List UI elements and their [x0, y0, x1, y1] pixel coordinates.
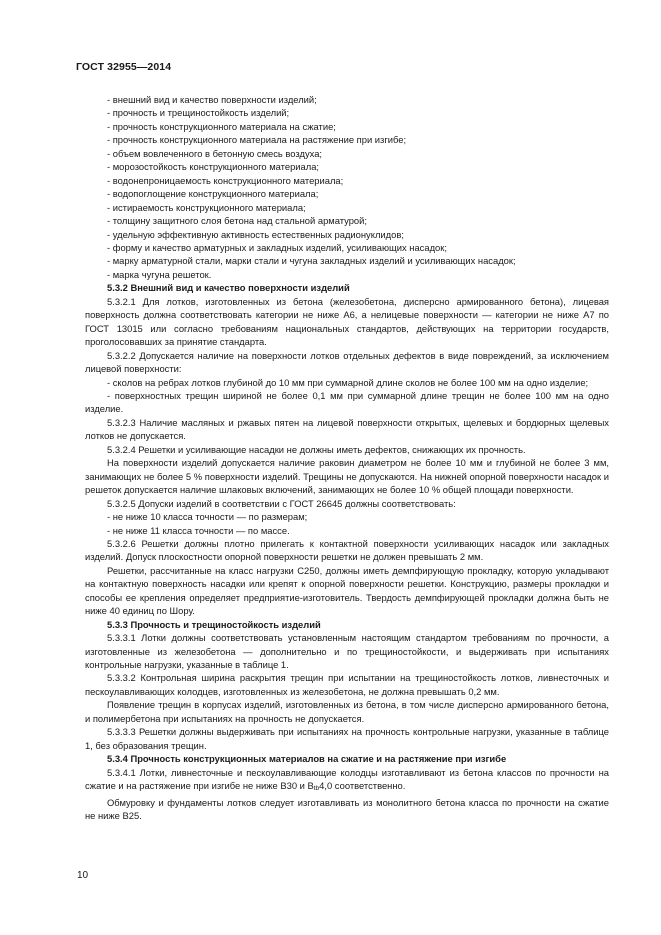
- list-item: - водопоглощение конструкционного материала;: [107, 188, 319, 200]
- list-item: - поверхностных трещин шириной не более 0,1 мм при суммарной длине трещин не более 100 мм на одно изделие.: [85, 389, 609, 415]
- list-item: - прочность конструкционного материала на сжатие;: [107, 120, 336, 132]
- list-item: - не ниже 11 класса точности — по массе.: [107, 524, 290, 536]
- section-heading-5-3-2: 5.3.2 Внешний вид и качество поверхности изделий: [107, 282, 350, 294]
- list-item: - марку арматурной стали, марки стали и чугуна закладных изделий и усиливающих насадок;: [107, 255, 516, 267]
- paragraph-5-3-2-4: 5.3.2.4 Решетки и усиливающие насадки не должны иметь дефектов, снижающих их прочность.: [107, 443, 526, 455]
- paragraph-text: 5.3.4.1 Лотки, ливнесточные и пескоулавливающие колодцы изготавливают из бетона классов по прочности на сжатие и на растяжение при изгибе не ниже В30 и В: [85, 766, 609, 792]
- paragraph-5-3-3-2: 5.3.3.2 Контрольная ширина раскрытия трещин при испытании на трещиностойкость лотков, ливнесточных и пескоулавливающих колодцев, изготовленных из железобетона, не должна превышать 0,2 мм.: [85, 672, 609, 697]
- paragraph: Решетки, рассчитанные на класс нагрузки С250, должны иметь демпфирующую прокладку, которую укладывают на контактную поверхность насадки или крепят к опорной поверхности решетки. Конструкцию, размеры прокладки и способы ее крепления определяет предприятие-изготовитель. Твердость демпфирующей прокладки должна быть не ниже 40 единиц по Шору.: [85, 564, 609, 617]
- paragraph-text: 4,0 соответственно.: [319, 780, 406, 792]
- paragraph-5-3-3-3: 5.3.3.3 Решетки должны выдерживать при испытаниях на прочность контрольные нагрузки, указанные в таблице 1, без образования трещин.: [85, 726, 609, 751]
- list-item: - истираемость конструкционного материала;: [107, 201, 306, 213]
- list-item: - внешний вид и качество поверхности изделий;: [107, 94, 317, 105]
- paragraph: На поверхности изделий допускается наличие раковин диаметром не более 10 мм и глубиной не более 3 мм, занимающих не более 5 % поверхности изделий. Трещины не допускаются. На нижней опорной поверхности насадок и решеток допускается наличие шлаковых включений, занимающих не более 10 % общей площади поверхности.: [85, 457, 609, 496]
- paragraph-5-3-2-6: 5.3.2.6 Решетки должны плотно прилегать к контактной поверхности усиливающих насадок или закладных изделий. Допуск плоскостности опорной поверхности решетки не должен превышать 2 мм.: [85, 537, 609, 563]
- list-item: - удельную эффективную активность естественных радионуклидов;: [107, 228, 404, 240]
- page-number: 10: [77, 870, 89, 881]
- list-item: - водонепроницаемость конструкционного материала;: [107, 174, 344, 186]
- list-item: - прочность конструкционного материала на растяжение при изгибе;: [107, 134, 407, 146]
- section-heading-5-3-4: 5.3.4 Прочность конструкционных материалов на сжатие и на растяжение при изгибе: [107, 753, 507, 765]
- list-item: - толщину защитного слоя бетона над стальной арматурой;: [107, 215, 367, 227]
- paragraph-5-3-2-5: 5.3.2.5 Допуски изделий в соответствии с ГОСТ 26645 должны соответствовать:: [107, 497, 456, 509]
- paragraph-5-3-2-1: 5.3.2.1 Для лотков, изготовленных из бетона (железобетона, дисперсно армированного бетона), лицевая поверхность должна соответствовать категории не ниже А6, а нелицевые поверхности — категории не ниже А7 по ГОСТ 13015 или согласно требованиям национальных стандартов, действующих на территории государств, проголосовавших за принятие стандарта.: [85, 295, 609, 348]
- paragraph: Появление трещин в корпусах изделий, изготовленных из бетона, в том числе дисперсно армированного бетона, и полимербетона при испытаниях на прочность не допускается.: [85, 699, 609, 724]
- list-item: - сколов на ребрах лотков глубиной до 10 мм при суммарной длине сколов не более 100 мм на одно изделие;: [107, 376, 589, 388]
- list-item: - объем вовлеченного в бетонную смесь воздуха;: [107, 147, 323, 159]
- list-item: - форму и качество арматурных и закладных изделий, усиливающих насадок;: [107, 241, 447, 253]
- list-item: - марка чугуна решеток.: [107, 268, 212, 280]
- list-item: - прочность и трещиностойкость изделий;: [107, 107, 290, 119]
- paragraph: Обмуровку и фундаменты лотков следует изготавливать из монолитного бетона класса по прочности на сжатие не ниже В25.: [85, 796, 609, 822]
- subscript: tb: [313, 785, 320, 793]
- paragraph-5-3-2-2: 5.3.2.2 Допускается наличие на поверхности лотков отдельных дефектов в виде повреждений, за исключением лицевой поверхности:: [85, 349, 609, 375]
- paragraph-5-3-3-1: 5.3.3.1 Лотки должны соответствовать установленным настоящим стандартом требованиям по прочности, а изготовленные из железобетона — дополнительно и по трещиностойкости, и выдерживать при испытаниях контрольные нагрузки, указанные в таблице 1.: [85, 632, 609, 671]
- paragraph-5-3-4-1: [85, 766, 609, 796]
- document-body: [85, 93, 609, 822]
- list-item: - морозостойкость конструкционного материала;: [107, 161, 320, 173]
- document-header: ГОСТ 32955—2014: [76, 61, 172, 73]
- list-item: - не ниже 10 класса точности — по размерам;: [107, 511, 308, 523]
- paragraph-5-3-2-3: 5.3.2.3 Наличие масляных и ржавых пятен на лицевой поверхности открытых, щелевых и бордюрных щелевых лотков не допускается.: [85, 416, 609, 442]
- section-heading-5-3-3: 5.3.3 Прочность и трещиностойкость изделий: [107, 618, 321, 630]
